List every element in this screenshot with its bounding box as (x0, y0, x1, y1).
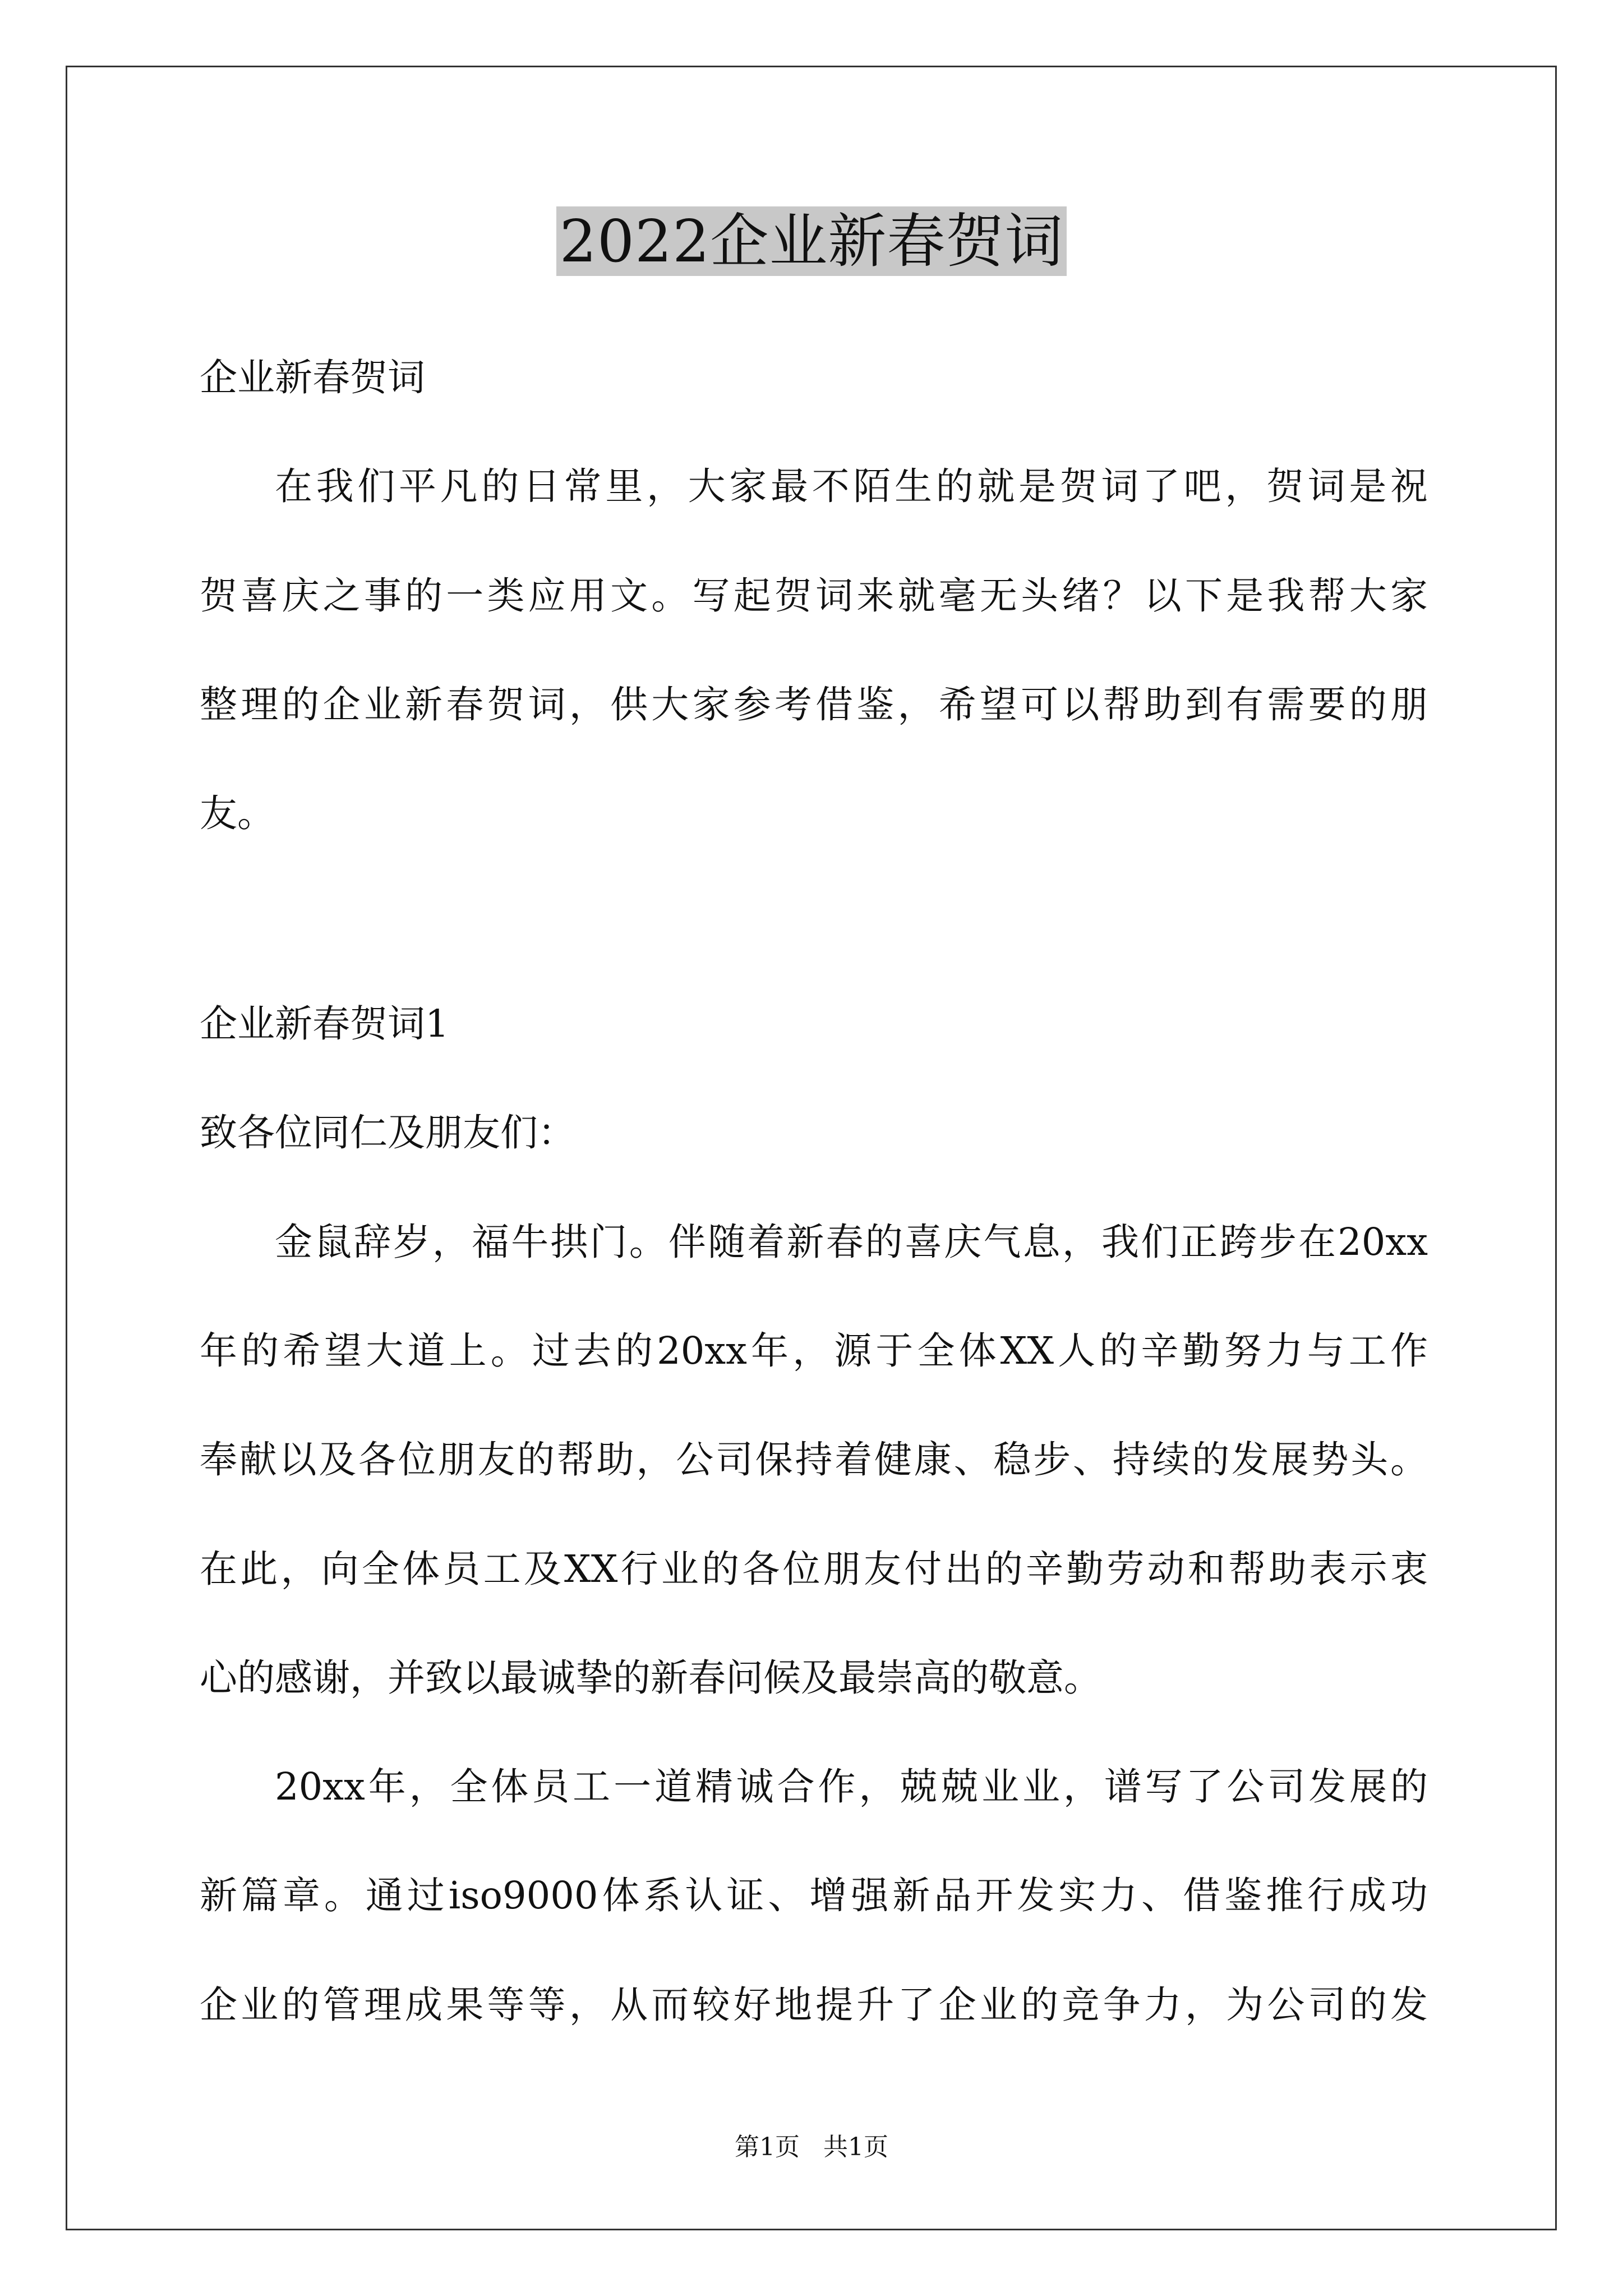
body-paragraph-1-line-1: 金鼠辞岁，福牛拱门。伴随着新春的喜庆气息，我们正跨步在20xx (275, 1220, 1428, 1264)
body-paragraph-1-line-4: 在此，向全体员工及XX行业的各位朋友付出的辛勤劳动和帮助表示衷 (200, 1547, 1428, 1591)
body-paragraph-1-line-2: 年的希望大道上。过去的20xx年，源于全体XX人的辛勤努力与工作 (200, 1329, 1428, 1373)
body-paragraph-2-line-2: 新篇章。通过iso9000体系认证、增强新品开发实力、借鉴推行成功 (200, 1874, 1428, 1917)
body-paragraph-1-line-3: 奉献以及各位朋友的帮助，公司保持着健康、稳步、持续的发展势头。 (200, 1438, 1428, 1481)
title-area (0, 206, 1623, 276)
page-footer (0, 2132, 1623, 2163)
intro-paragraph-line-3: 整理的企业新春贺词，供大家参考借鉴，希望可以帮助到有需要的朋 (200, 683, 1428, 726)
salutation: 致各位同仁及朋友们： (200, 1111, 575, 1154)
section-heading: 企业新春贺词 (200, 356, 425, 399)
intro-paragraph-line-1: 在我们平凡的日常里，大家最不陌生的就是贺词了吧，贺词是祝 (275, 464, 1428, 508)
document-title: 2022企业新春贺词 (556, 206, 1067, 276)
page-total: 共1页 (823, 2133, 888, 2161)
intro-paragraph-line-2: 贺喜庆之事的一类应用文。写起贺词来就毫无头绪？以下是我帮大家 (200, 574, 1428, 618)
body-paragraph-1-line-5: 心的感谢，并致以最诚挚的新春问候及最崇高的敬意。 (200, 1656, 1101, 1700)
body-paragraph-2-line-3: 企业的管理成果等等，从而较好地提升了企业的竞争力，为公司的发 (200, 1983, 1428, 2027)
body-paragraph-2-line-1: 20xx年，全体员工一道精诚合作，兢兢业业，谱写了公司发展的 (275, 1765, 1428, 1809)
page-number: 第1页 (735, 2133, 800, 2161)
intro-paragraph-line-4: 友。 (200, 792, 275, 835)
subsection-heading: 企业新春贺词1 (200, 1002, 449, 1046)
